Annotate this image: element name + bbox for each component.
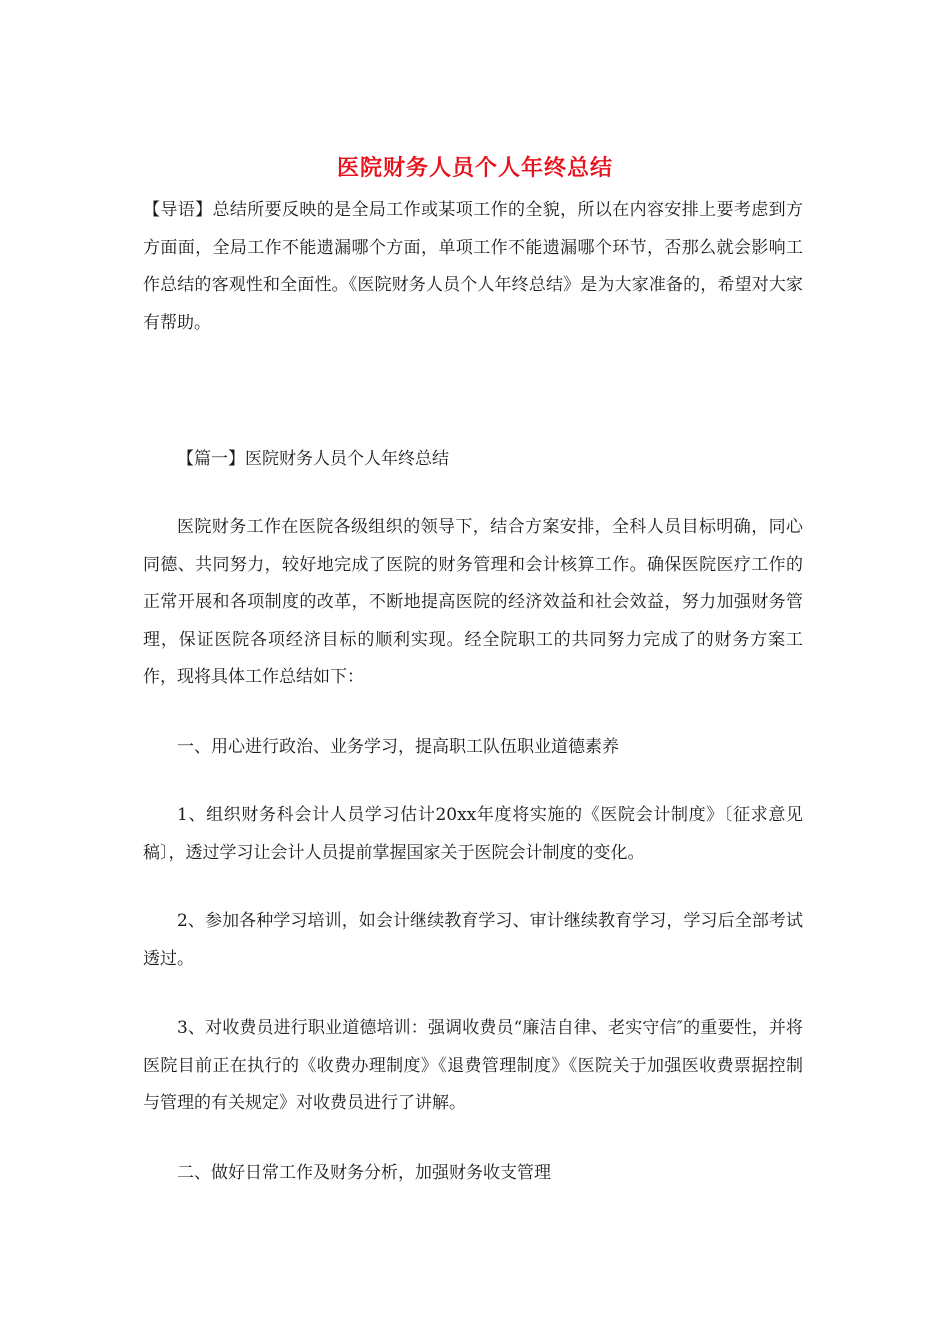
document-title: 医院财务人员个人年终总结 bbox=[336, 155, 613, 181]
intro-paragraph: 【导语】总结所要反映的是全局工作或某项工作的全貌，所以在内容安排上要考虑到方方面面，全局工作不能遗漏哪个方面，单项工作不能遗漏哪个环节，否那么就会影响工作总结的客观性和全面性。《医院财务人员个人年终总结》是为大家准备的，希望对大家有帮助。 bbox=[143, 200, 803, 333]
section-heading-2: 二、做好日常工作及财务分析，加强财务收支管理 bbox=[177, 1163, 551, 1183]
list-item-2: 2、参加各种学习培训，如会计继续教育学习、审计继续教育学习，学习后全部考试透过。 bbox=[143, 911, 803, 969]
section-title: 【篇一】医院财务人员个人年终总结 bbox=[177, 449, 449, 469]
body-paragraph-1: 医院财务工作在医院各级组织的领导下，结合方案安排，全科人员目标明确，同心同德、共同努力，较好地完成了医院的财务管理和会计核算工作。确保医院医疗工作的正常开展和各项制度的改革，不断地提高医院的经济效益和社会效益，努力加强财务管理，保证医院各项经济目标的顺利实现。经全院职工的共同努力完成了的财务方案工作，现将具体工作总结如下： bbox=[143, 517, 803, 687]
list-item-3: 3、对收费员进行职业道德培训：强调收费员“廉洁自律、老实守信″的重要性，并将医院目前正在执行的《收费办理制度》《退费管理制度》《医院关于加强医收费票据控制与管理的有关规定》对收费员进行了讲解。 bbox=[143, 1018, 803, 1113]
list-item-1: 1、组织财务科会计人员学习估计20xx年度将实施的《医院会计制度》〔征求意见稿〕，透过学习让会计人员提前掌握国家关于医院会计制度的变化。 bbox=[143, 805, 803, 863]
section-heading-1: 一、用心进行政治、业务学习，提高职工队伍职业道德素养 bbox=[177, 737, 619, 757]
